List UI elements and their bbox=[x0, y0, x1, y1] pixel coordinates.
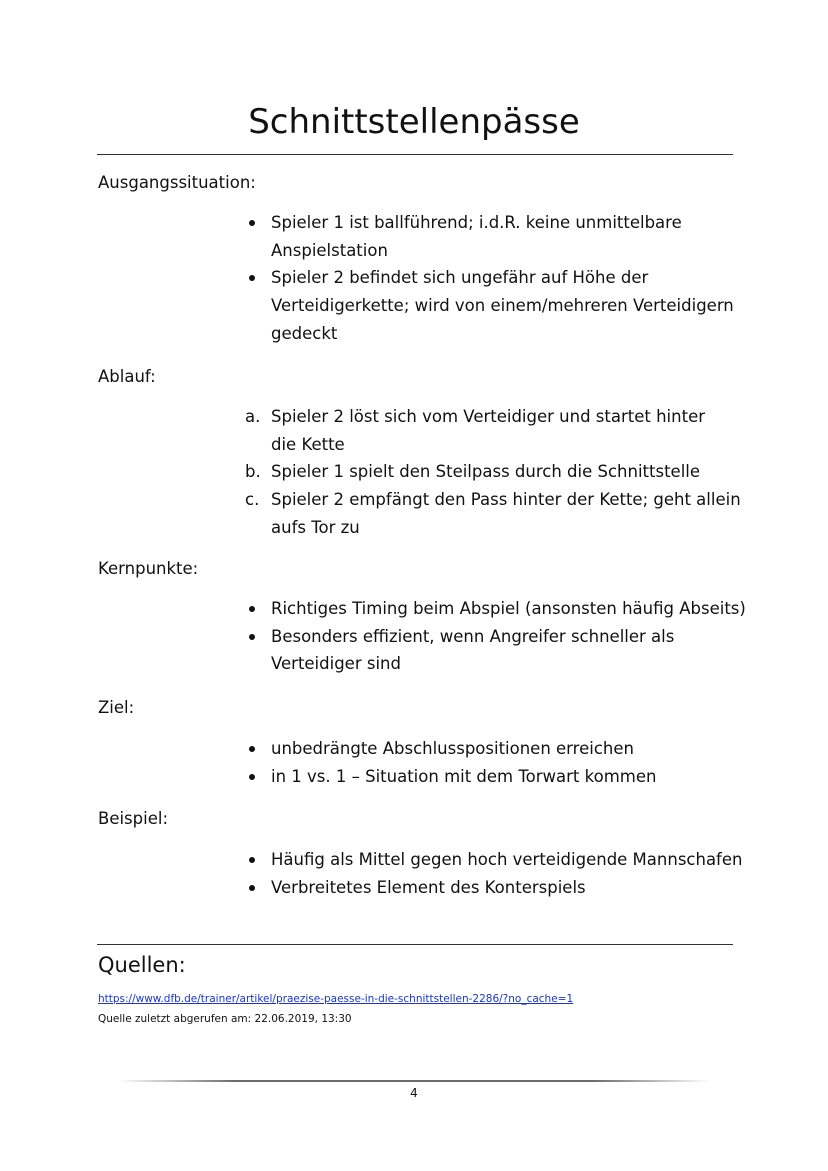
list-item-text: Spieler 2 empfängt den Pass hinter der Kette; geht allein aufs Tor zu bbox=[271, 490, 741, 537]
bullet-list bbox=[244, 735, 744, 790]
lettered-list bbox=[244, 403, 744, 542]
list-item-text: Spieler 2 löst sich vom Verteidiger und startet hinter die Kette bbox=[271, 407, 706, 454]
list-item-text: Häufig als Mittel gegen hoch verteidigende Mannschafen bbox=[271, 850, 743, 869]
list-item bbox=[244, 874, 751, 902]
bullet-list bbox=[244, 209, 744, 348]
list-item-text: in 1 vs. 1 – Situation mit dem Torwart kommen bbox=[271, 766, 657, 786]
list-item-text: Besonders effizient, wenn Angreifer schneller als Verteidiger sind bbox=[271, 626, 675, 674]
list-item bbox=[244, 486, 746, 541]
page-number: 4 bbox=[410, 1086, 418, 1100]
list-item-text: Spieler 2 befindet sich ungefähr auf Höhe der Verteidigerkette; wird von einem/mehreren Verteidigern gedeckt bbox=[271, 268, 734, 343]
list-item bbox=[244, 623, 701, 678]
list-item bbox=[244, 264, 741, 347]
source-accessed-date: Quelle zuletzt abgerufen am: 22.06.2019, 13:30 bbox=[98, 1013, 352, 1025]
list-item-text: unbedrängte Abschlusspositionen erreichen bbox=[271, 739, 634, 758]
section-label: Beispiel: bbox=[98, 809, 169, 828]
list-item bbox=[244, 403, 731, 458]
list-item-text: Verbreitetes Element des Konterspiels bbox=[271, 877, 586, 897]
list-marker: c. bbox=[245, 490, 260, 510]
section-label: Ablauf: bbox=[98, 367, 156, 386]
list-item bbox=[244, 209, 711, 264]
list-item bbox=[244, 458, 741, 486]
list-item bbox=[244, 595, 751, 623]
bullet-list bbox=[244, 595, 744, 678]
section-label: Ziel: bbox=[98, 698, 135, 717]
section-label: Kernpunkte: bbox=[98, 559, 199, 578]
source-link[interactable]: https://www.dfb.de/trainer/artikel/praezise-paesse-in-die-schnittstellen-2286/?no_cache=1 bbox=[98, 993, 574, 1005]
sources-heading: Quellen: bbox=[98, 953, 186, 977]
list-item-text: Richtiges Timing beim Abspiel (ansonsten häufig Abseits) bbox=[271, 599, 746, 618]
page-title: Schnittstellenpässe bbox=[248, 102, 580, 142]
list-marker: a. bbox=[245, 407, 261, 426]
list-item bbox=[244, 735, 751, 763]
title-divider bbox=[97, 154, 733, 155]
footer-divider bbox=[118, 1080, 710, 1082]
list-item bbox=[244, 846, 791, 874]
bullet-list bbox=[244, 846, 744, 901]
list-marker: b. bbox=[245, 462, 261, 482]
list-item bbox=[244, 763, 751, 791]
sources-divider bbox=[97, 944, 733, 945]
section-label: Ausgangssituation: bbox=[98, 173, 256, 192]
list-item-text: Spieler 1 ist ballführend; i.d.R. keine unmittelbare Anspielstation bbox=[271, 213, 682, 260]
list-item-text: Spieler 1 spielt den Steilpass durch die Schnittstelle bbox=[271, 462, 701, 482]
